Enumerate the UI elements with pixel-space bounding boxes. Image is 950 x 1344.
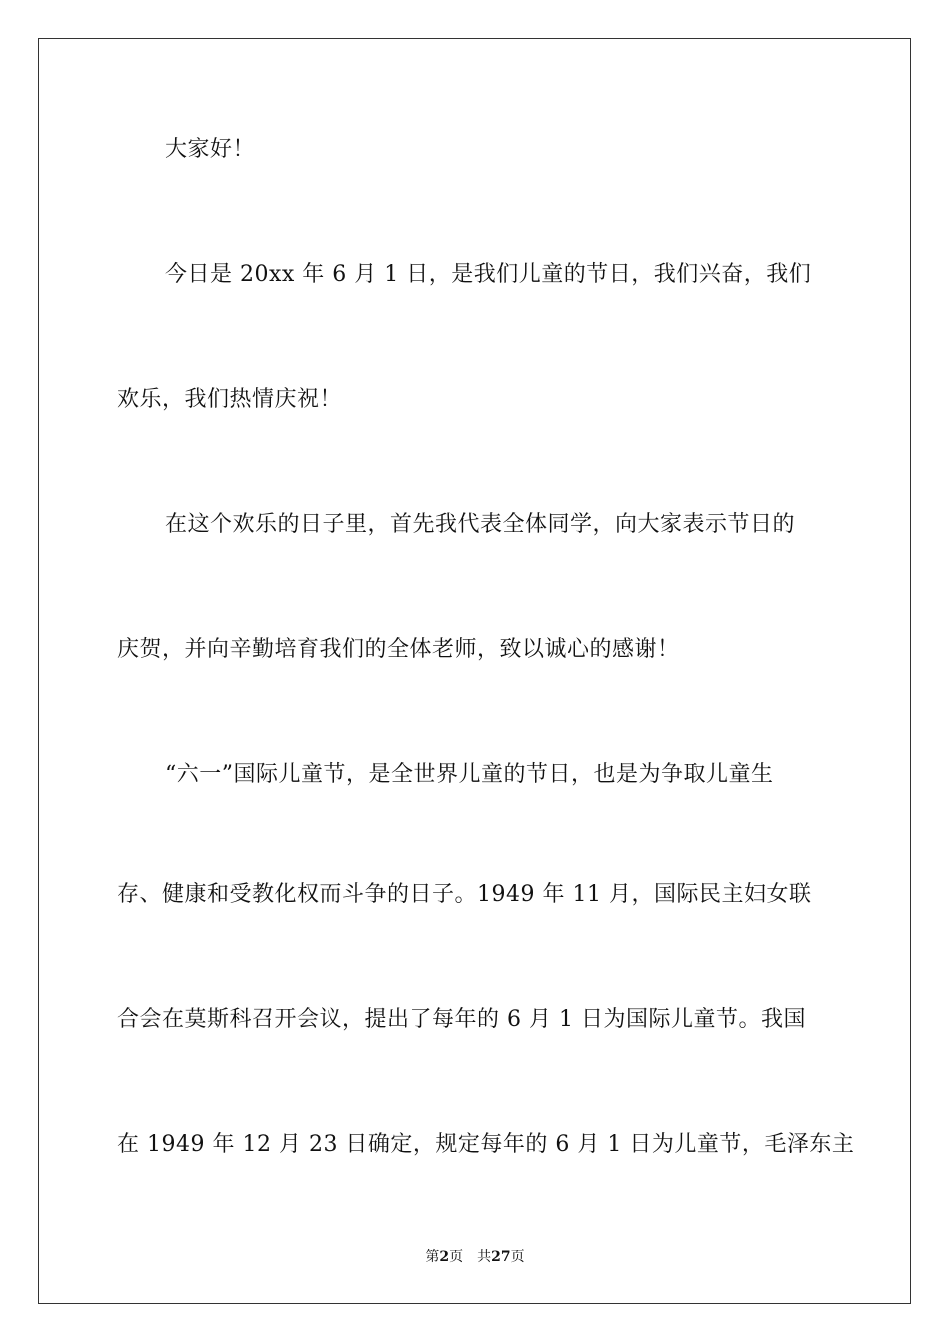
total-prefix: 共 [477,1249,492,1265]
text-line: 在 1949 年 12 月 23 日确定，规定每年的 6 月 1 日为儿童节，毛泽东主 [117,1132,855,1157]
page-number: 2 [439,1249,450,1265]
total-pages: 27 [491,1249,511,1265]
text-line: 欢乐，我们热情庆祝！ [117,387,343,412]
text-line: 今日是 20xx 年 6 月 1 日，是我们儿童的节日，我们兴奋，我们 [165,262,812,287]
text-line: 在这个欢乐的日子里，首先我代表全体同学，向大家表示节日的 [165,512,796,537]
page-footer [0,1248,950,1266]
text-line: 存、健康和受教化权而斗争的日子。1949 年 11 月，国际民主妇女联 [117,882,812,907]
page-border [38,38,911,1304]
text-line: 合会在莫斯科召开会议，提出了每年的 6 月 1 日为国际儿童节。我国 [117,1007,806,1032]
text-line: 大家好！ [165,137,256,162]
text-line: 庆贺，并向辛勤培育我们的全体老师，致以诚心的感谢！ [117,637,680,662]
total-suffix: 页 [510,1249,525,1265]
page-suffix: 页 [449,1249,464,1265]
page-prefix: 第 [425,1249,440,1265]
text-line: “六一”国际儿童节，是全世界儿童的节日，也是为争取儿童生 [165,762,774,787]
